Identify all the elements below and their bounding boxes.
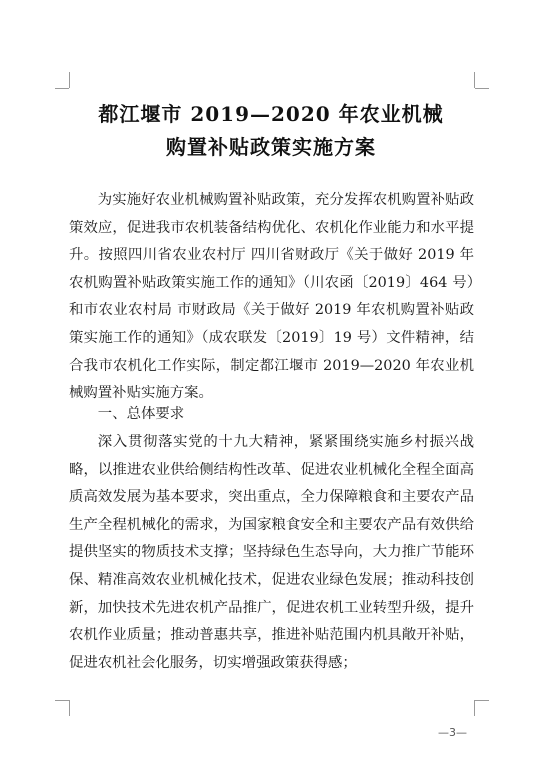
general-requirements-paragraph: 深入贯彻落实党的十九大精神，紧紧围绕实施乡村振兴战略，以推进农业供给侧结构性改革、促进农业机械化全程全面高质高效发展为基本要求，突出重点，全力保障粮食和主要农产品生产全程机械化的需求，为国家粮食安全和主要农产品有效供给提供坚实的物质技术支撑；坚持绿色生态导向，大力推广节能环保、精准高效农业机械化技术，促进农业绿色发展；推动科技创新，加快技术先进农机产品推广，促进农机工业转型升级，提升农机作业质量；推动普惠共享，推进补贴范围内机具敞开补贴，促进农机社会化服务，切实增强政策获得感； [69,434,474,671]
crop-mark-bottom-right-v [474,700,475,716]
crop-mark-bottom-left-h [55,700,69,701]
crop-mark-top-left-v [69,72,70,88]
intro-paragraph: 为实施好农业机械购置补贴政策，充分发挥农机购置补贴政策效应，促进我市农机装备结构优化、农机化作业能力和水平提升。按照四川省农业农村厅 四川省财政厅《关于做好 2019 年农机购置补贴政策实施工作的通知》（川农函〔2019〕464 号）和市农业农村局 市财政局《关于做好 2019 年农机购置补贴政策实施工作的通知》（成农联发〔2019〕19 号）文件精神，结合我市农机化工作实际，制定都江堰市 2019—2020 年农业机械购置补贴实施方案。 [69,192,474,402]
crop-mark-bottom-left-v [69,700,70,716]
crop-mark-bottom-right-h [475,700,489,701]
crop-mark-top-left-h [55,88,69,89]
section-heading-general-requirements: 一、总体要求 [97,406,185,422]
document-title-line-1: 都江堰市 2019—2020 年农业机械 [98,102,444,126]
page-number: —3— [438,726,467,739]
crop-mark-top-right-v [474,72,475,88]
crop-mark-top-right-h [475,88,489,89]
document-title-line-2: 购置补贴政策实施方案 [166,135,376,159]
